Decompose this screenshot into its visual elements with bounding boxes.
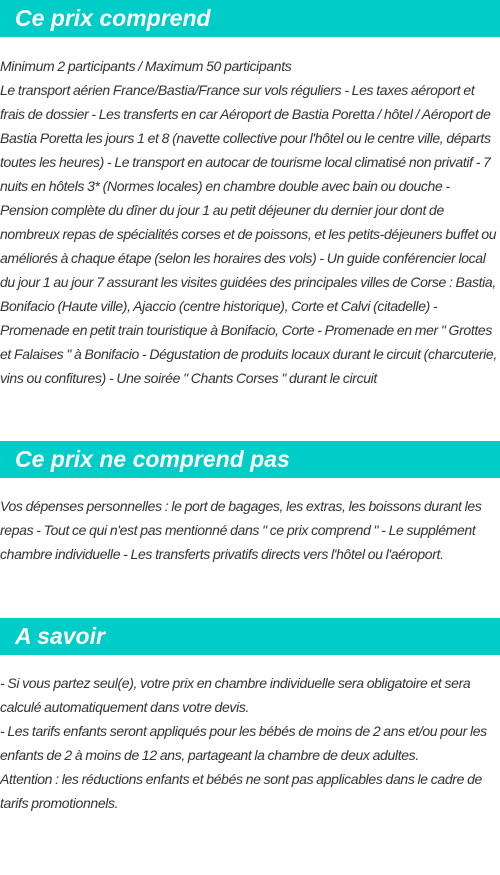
section-includes bbox=[0, 0, 500, 390]
includes-text: Le transport aérien France/Bastia/France sur vols réguliers - Les taxes aéroport et frais de dossier - Les transferts en car Aéroport de Bastia Poretta / hôtel / Aéroport de Bastia Poretta les jours 1 et 8 (navette collective pour l'hôtel ou le centre ville, départs toutes les heures) - Le transport en autocar de tourisme local climatisé non privatif - 7 nuits en hôtels 3* (Normes locales) en chambre double avec bain ou douche - Pension complète du dîner du jour 1 au petit déjeuner du dernier jour dont de nombreux repas de spécialités corses et de poissons, et les petits-déjeuners buffet ou améliorés à chaque étape (selon les horaires des vols) - Un guide conférencier local du jour 1 au jour 7 assurant les visites guidées des principales villes de Corse : Bastia, Bonifacio (Haute ville), Ajaccio (centre historique), Corte et Calvi (citadelle) - Promenade en petit train touristique à Bonifacio, Corte - Promenade en mer " Grottes et Falaises " à Bonifacio - Dégustation de produits locaux durant le circuit (charcuterie, vins ou confitures) - Une soirée " Chants Corses " durant le circuit bbox=[0, 82, 497, 386]
section-title-includes: Ce prix comprend bbox=[0, 0, 500, 37]
section-title-excludes: Ce prix ne comprend pas bbox=[0, 441, 500, 478]
promo-attention-note: Attention : les réductions enfants et bébés ne sont pas applicables dans le cadre de tarifs promotionnels. bbox=[0, 771, 482, 811]
single-traveler-note: - Si vous partez seul(e), votre prix en chambre individuelle sera obligatoire et sera calculé automatiquement dans votre devis. bbox=[0, 675, 471, 715]
section-good-to-know bbox=[0, 618, 500, 815]
section-excludes bbox=[0, 441, 500, 566]
section-title-good-to-know: A savoir bbox=[0, 618, 500, 655]
section-body-good-to-know bbox=[0, 671, 500, 815]
excludes-text: Vos dépenses personnelles : le port de bagages, les extras, les boissons durant les repas - Tout ce qui n'est pas mentionné dans " ce prix comprend " - Le supplément chambre individuelle - Les transferts privatifs directs vers l'hôtel ou l'aéroport. bbox=[0, 498, 482, 562]
section-body-excludes bbox=[0, 494, 500, 566]
children-rates-note: - Les tarifs enfants seront appliqués pour les bébés de moins de 2 ans et/ou pour les enfants de 2 à moins de 12 ans, partageant la chambre de deux adultes. bbox=[0, 723, 487, 763]
participants-text: Minimum 2 participants / Maximum 50 participants bbox=[0, 58, 292, 74]
section-body-includes bbox=[0, 54, 500, 390]
